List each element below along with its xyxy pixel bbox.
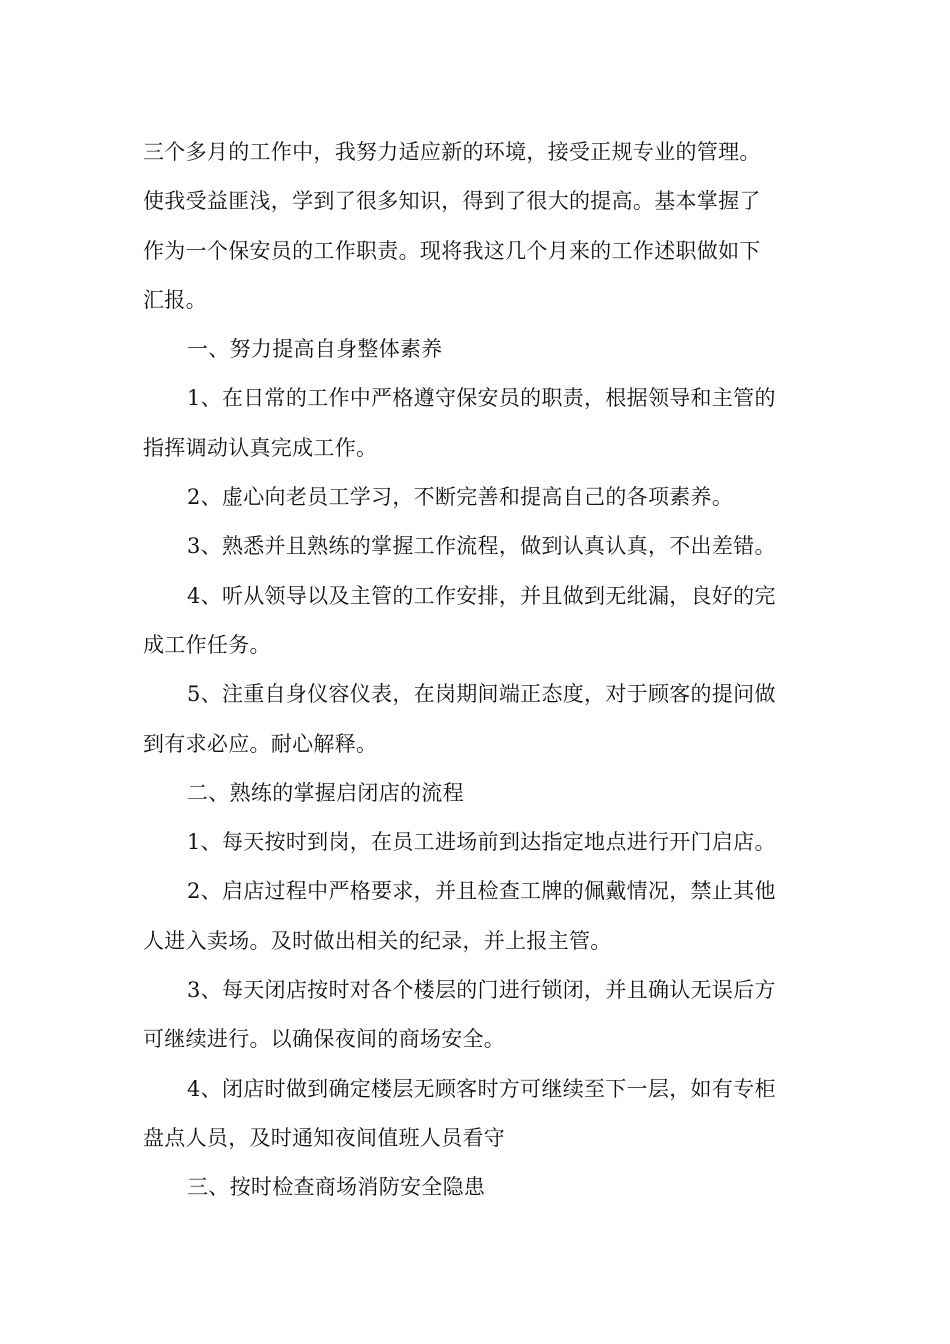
list-item: 3、每天闭店按时对各个楼层的门进行锁闭，并且确认无误后方 [187,978,776,1003]
section-heading: 一、努力提高自身整体素养 [187,337,443,362]
text-line: 作为一个保安员的工作职责。现将我这几个月来的工作述职做如下 [143,238,761,263]
list-item: 5、注重自身仪容仪表，在岗期间端正态度，对于顾客的提问做 [187,682,776,707]
section-heading: 三、按时检查商场消防安全隐患 [187,1175,486,1200]
text-line: 盘点人员，及时通知夜间值班人员看守 [143,1125,506,1150]
list-item: 2、虚心向老员工学习，不断完善和提高自己的各项素养。 [187,485,734,510]
section-heading: 二、熟练的掌握启闭店的流程 [187,780,464,805]
text-line: 人进入卖场。及时做出相关的纪录，并上报主管。 [143,928,612,953]
document-body [143,128,807,1213]
text-line: 使我受益匪浅，学到了很多知识，得到了很大的提高。基本掌握了 [143,189,761,214]
list-item: 3、熟悉并且熟练的掌握工作流程，做到认真认真，不出差错。 [187,534,776,559]
text-line: 成工作任务。 [143,632,271,657]
text-line: 三个多月的工作中，我努力适应新的环境，接受正规专业的管理。 [143,140,761,164]
text-line: 到有求必应。耐心解释。 [143,731,378,756]
list-item: 4、闭店时做到确定楼层无顾客时方可继续至下一层，如有专柜 [187,1076,776,1101]
text-line: 可继续进行。以确保夜间的商场安全。 [143,1027,506,1052]
text-line: 指挥调动认真完成工作。 [143,435,378,460]
list-item: 1、每天按时到岗，在员工进场前到达指定地点进行开门启店。 [187,830,776,855]
list-item: 1、在日常的工作中严格遵守保安员的职责，根据领导和主管的 [187,386,776,411]
text-line: 汇报。 [143,287,207,312]
list-item: 4、听从领导以及主管的工作安排，并且做到无纰漏，良好的完 [187,583,776,608]
list-item: 2、启店过程中严格要求，并且检查工牌的佩戴情况，禁止其他 [187,879,776,904]
